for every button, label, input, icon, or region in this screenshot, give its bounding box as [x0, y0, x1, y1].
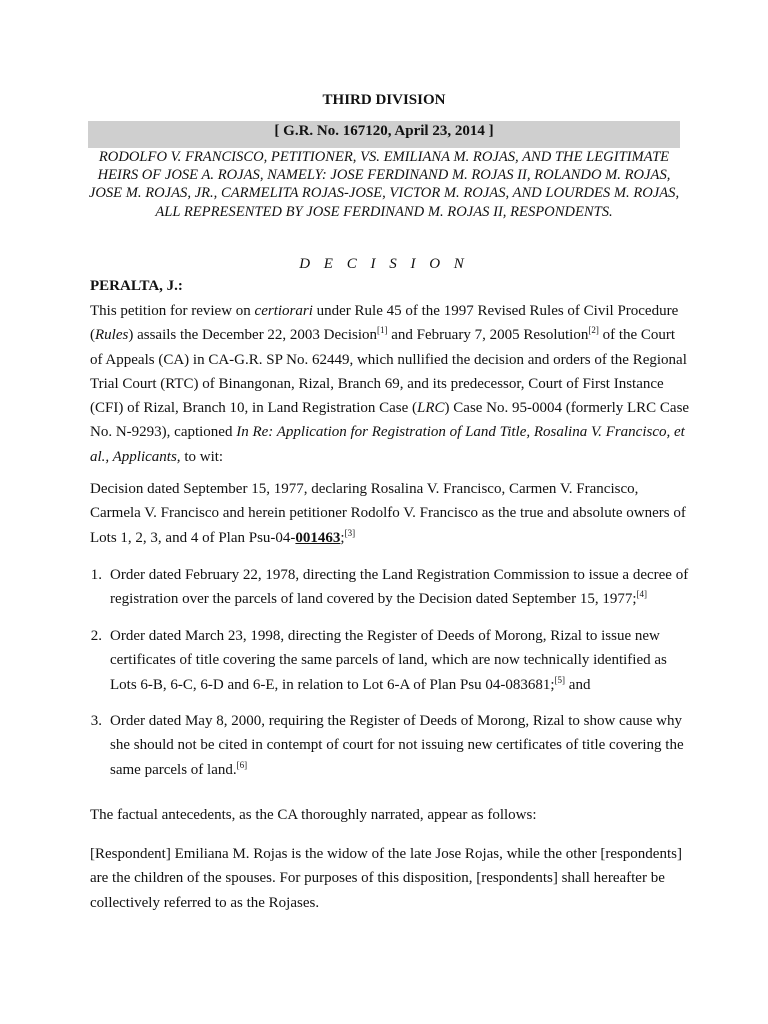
case-parties: RODOLFO V. FRANCISCO, PETITIONER, VS. EMILIANA M. ROJAS, AND THE LEGITIMATE HEIRS OF JOSE A. ROJAS, NAMELY: JOSE FERDINAND M. ROJAS II, ROLANDO M. ROJAS, JOSE M. ROJAS, JR., CARMELITA ROJAS-JOSE, VICTOR M. ROJAS, AND LOURDES M. ROJAS, ALL REPRESENTED BY JOSE FERDINAND M. ROJAS II, RESPONDENTS.: [88, 149, 680, 220]
ponente: PERALTA, J.:: [90, 278, 183, 294]
footnote-3-link[interactable]: [3]: [344, 527, 356, 538]
decision-heading: D E C I S I O N: [299, 256, 469, 272]
intro-paragraph: This petition for review on certiorari under Rule 45 of the 1997 Revised Rules of Civil Procedure (Rules) assails the December 22, 2003 Decision[1] and February 7, 2005 Resolution[2] of the Court of Appeals (CA) in CA-G.R. SP No. 62449, which nullified the decision and orders of the Regional Trial Court (RTC) of Binangonan, Rizal, Branch 69, and its predecessor, Court of First Instance (CFI) of Rizal, Branch 10, in Land Registration Case (LRC) Case No. 95-0004 (formerly LRC Case No. N-9293), captioned In Re: Application for Registration of Land Title, Rosalina V. Francisco, et al., Applicants, to wit:: [90, 303, 690, 465]
order-text: Order dated May 8, 2000, requiring the Register of Deeds of Morong, Rizal to show cause why she should not be cited in contempt of court for not issuing new certificates of title covering the same parcels of land.[6]: [110, 713, 684, 778]
footnote-6-link[interactable]: [6]: [236, 759, 248, 770]
footnote-1-link[interactable]: [1]: [377, 325, 388, 336]
list-number: 2.: [90, 628, 102, 644]
quoted-paragraph: [Respondent] Emiliana M. Rojas is the widow of the late Jose Rojas, while the other [respondents] are the children of the spouses. For purposes of this disposition, [respondents] shall hereafter be collectively referred to as the Rojases.: [90, 846, 682, 911]
case-number-bar: [ G.R. No. 167120, April 23, 2014 ]: [88, 121, 680, 148]
antecedents-paragraph: The factual antecedents, as the CA thoroughly narrated, appear as follows:: [90, 807, 537, 823]
order-text: Order dated March 23, 1998, directing the Register of Deeds of Morong, Rizal to issue new certificates of title covering the same parcels of land, which are now technically identified as Lots 6-B, 6-C, 6-D and 6-E, in relation to Lot 6-A of Plan Psu 04-083681;[5] and: [110, 628, 667, 693]
order-text: Order dated February 22, 1978, directing the Land Registration Commission to issue a decree of registration over the parcels of land covered by the Decision dated September 15, 1977;[4]: [110, 567, 689, 608]
footnote-2-link[interactable]: [2]: [588, 325, 599, 336]
decision-paragraph: Decision dated September 15, 1977, declaring Rosalina V. Francisco, Carmen V. Francisco, Carmela V. Francisco and herein petitioner Rodolfo V. Francisco as the true and absolute owners of Lots 1, 2, 3, and 4 of Plan Psu-04-001463;[3]: [90, 481, 686, 546]
plan-number-link[interactable]: 001463: [295, 529, 341, 546]
list-number: 1.: [90, 567, 102, 583]
footnote-4-link[interactable]: [4]: [636, 589, 647, 600]
footnote-5-link[interactable]: [5]: [554, 674, 566, 685]
list-number: 3.: [90, 713, 102, 729]
division-heading: THIRD DIVISION: [322, 92, 446, 108]
